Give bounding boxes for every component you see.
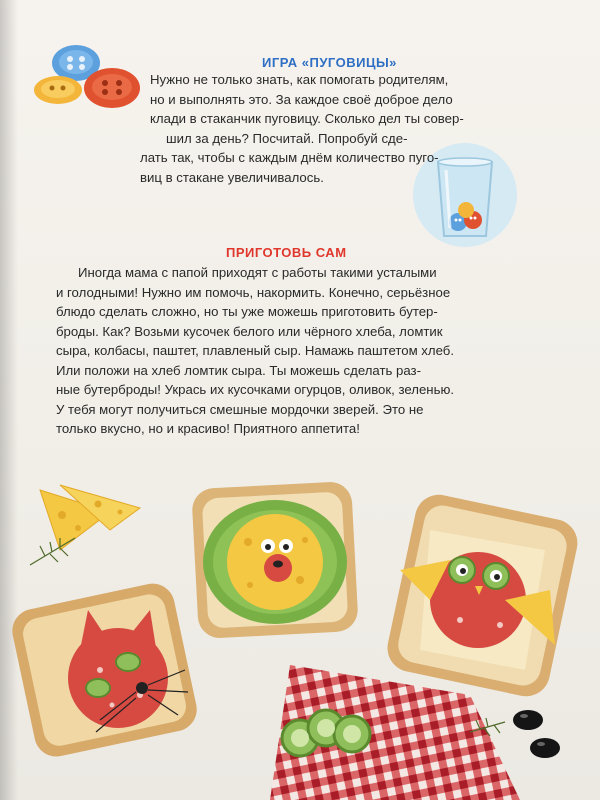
- buttons-illustration: [28, 38, 146, 118]
- cook-line-3: блюдо сделать сложно, но ты уже можешь приготовить бутер-: [56, 304, 438, 319]
- cook-line-6: Или положи на хлеб ломтик сыра. Ты можешь сделать раз-: [56, 362, 421, 378]
- cook-line-4: броды. Как? Возьми кусочек белого или чёрного хлеба, ломтик: [56, 323, 443, 339]
- game-line-5: лать так, чтобы с каждым днём количество пуго-: [140, 150, 439, 165]
- cook-line-1: Иногда мама с папой приходят с работы такими усталыми: [78, 265, 437, 280]
- olives-icon: [513, 710, 560, 758]
- game-line-1: Нужно не только знать, как помогать родителям,: [150, 72, 449, 87]
- cook-line-5: сыра, колбасы, паштет, плавленый сыр. Намажь паштетом хлеб.: [56, 343, 454, 358]
- cook-paragraph: [56, 263, 556, 439]
- yellow-button-icon: [34, 76, 82, 104]
- game-line-6: виц в стакане увеличивалось.: [140, 169, 324, 185]
- lion-sandwich-icon: [191, 481, 359, 639]
- game-paragraph: [140, 70, 545, 187]
- cook-line-2: и голодными! Нужно им помочь, накормить. Конечно, серьёзное: [56, 284, 451, 300]
- owl-sandwich-icon: [383, 490, 582, 700]
- cook-line-8: У тебя могут получиться смешные мордочки зверей. Это не: [56, 401, 424, 417]
- cook-line-7: ные бутерброды! Укрась их кусочками огурцов, оливок, зеленью.: [56, 382, 455, 397]
- cook-title: ПРИГОТОВЬ САМ: [226, 245, 347, 260]
- cook-line-9: только вкусно, но и красиво! Приятного аппетита!: [56, 421, 360, 436]
- red-button-icon: [84, 68, 140, 108]
- game-title: ИГРА «ПУГОВИЦЫ»: [262, 55, 397, 70]
- cat-sandwich-icon: [8, 580, 201, 761]
- game-line-3: клади в стаканчик пуговицу. Сколько дел ты совер-: [150, 111, 464, 126]
- sandwiches-illustration: [0, 470, 600, 800]
- game-line-4: шил за день? Посчитай. Попробуй сде-: [166, 130, 408, 146]
- game-line-2: но и выполнять это. За каждое своё доброе дело: [150, 91, 453, 107]
- cheese-slices-icon: [40, 485, 140, 550]
- dill-sprig-icon: [30, 538, 75, 565]
